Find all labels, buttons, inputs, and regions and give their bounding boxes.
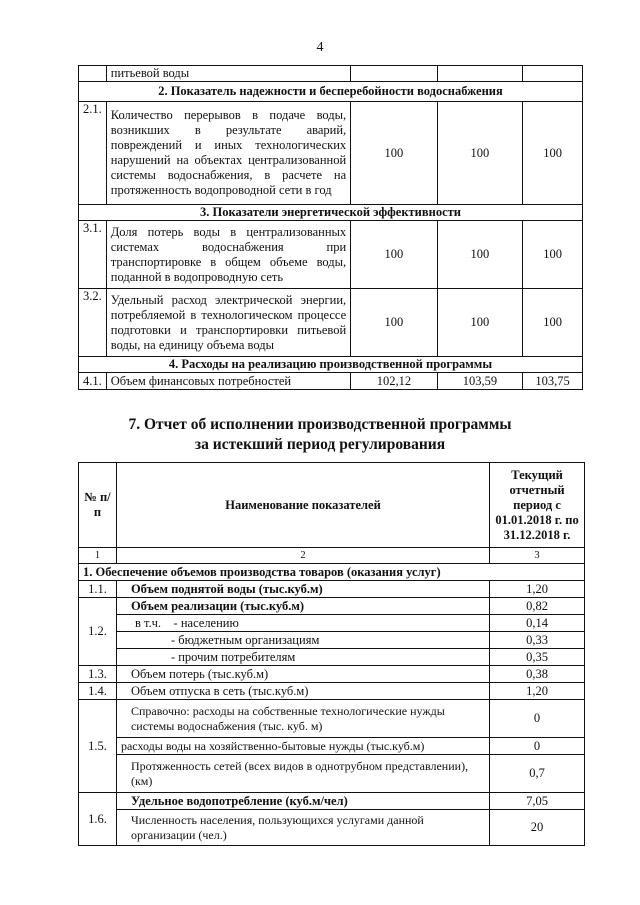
value-cell: 100: [351, 289, 438, 357]
table-row: [79, 598, 585, 615]
table-row: [79, 632, 585, 649]
row-text: Количество перерывов в подаче воды, возникших в результате аварий, повреждений и иных технологических нарушений на объектах централизованной системы водоснабжения, в расчете на протяженность водопроводной сети в год: [106, 102, 350, 205]
report-title-line1: 7. Отчет об исполнении производственной программы: [128, 416, 512, 433]
page-number: 4: [316, 40, 324, 55]
header-row: [79, 463, 585, 548]
row-text: расходы воды на хозяйственно-бытовые нужды (тыс.куб.м): [116, 738, 489, 755]
row-text: Объем потерь (тыс.куб.м): [116, 666, 489, 683]
value-cell: 0,35: [490, 649, 585, 666]
table-row: [79, 755, 585, 793]
table-row: [79, 581, 585, 598]
section-title: 4. Расходы на реализацию производственной программы: [79, 357, 583, 373]
row-number: 3.1.: [79, 221, 107, 289]
row-text: Объем поднятой воды (тыс.куб.м): [116, 581, 489, 598]
row-text: Протяженность сетей (всех видов в однотрубном представлении), (км): [116, 755, 489, 793]
report-table: [78, 462, 585, 846]
table-row: [79, 615, 585, 632]
section-row: [79, 357, 583, 373]
value-cell: 100: [523, 221, 583, 289]
row-text: - бюджетным организациям: [116, 632, 489, 649]
row-number: 1.6.: [79, 793, 117, 846]
value-cell: 103,75: [523, 373, 583, 390]
value-cell: 0: [490, 700, 585, 738]
column-index-row: [79, 548, 585, 564]
table-row: [79, 373, 583, 390]
section-title: 2. Показатель надежности и бесперебойности водоснабжения: [79, 82, 583, 102]
row-number: 1.4.: [79, 683, 117, 700]
table-row: [79, 810, 585, 846]
row-text: [116, 615, 489, 632]
row-number: 4.1.: [79, 373, 107, 390]
table-row: [79, 289, 583, 357]
section-title: 3. Показатели энергетической эффективности: [79, 205, 583, 221]
row-text: - прочим потребителям: [116, 649, 489, 666]
value-cell: 20: [490, 810, 585, 846]
table-row: [79, 221, 583, 289]
row-number: 1.1.: [79, 581, 117, 598]
value-cell: 103,59: [437, 373, 523, 390]
row-text: Численность населения, пользующихся услугами данной организации (чел.): [116, 810, 489, 846]
value-cell: 0,33: [490, 632, 585, 649]
value-cell: 1,20: [490, 683, 585, 700]
row-text: Объем реализации (тыс.куб.м): [116, 598, 489, 615]
row-text: Объем финансовых потребностей: [106, 373, 350, 390]
table-row: [79, 66, 583, 82]
value-cell: 102,12: [351, 373, 438, 390]
table-row: [79, 793, 585, 810]
targets-table: [78, 65, 583, 390]
value-cell: 1,20: [490, 581, 585, 598]
value-cell: 100: [351, 221, 438, 289]
value-cell: 100: [523, 289, 583, 357]
row-number: 2.1.: [79, 102, 107, 205]
value-cell: 0,82: [490, 598, 585, 615]
value-cell: 100: [437, 289, 523, 357]
row-number: 1.3.: [79, 666, 117, 683]
row-text: питьевой воды: [106, 66, 350, 82]
table-row: [79, 649, 585, 666]
value-cell: 0: [490, 738, 585, 755]
row-text: Доля потерь воды в централизованных системах водоснабжения при транспортировке в общем объеме воды, поданной в водопроводную сеть: [106, 221, 350, 289]
value-cell: 100: [437, 102, 523, 205]
value-cell: 100: [523, 102, 583, 205]
report-title: [0, 415, 640, 455]
table-row: [79, 738, 585, 755]
column-index: 2: [116, 548, 489, 564]
header-name: Наименование показателей: [116, 463, 489, 548]
report-title-line2: за истекший период регулирования: [194, 436, 446, 453]
row-text: Объем отпуска в сеть (тыс.куб.м): [116, 683, 489, 700]
value-cell: 7,05: [490, 793, 585, 810]
column-index: 3: [490, 548, 585, 564]
row-number: 3.2.: [79, 289, 107, 357]
table-row: [79, 666, 585, 683]
value-cell: 0,38: [490, 666, 585, 683]
value-cell: 100: [437, 221, 523, 289]
row-number: 1.5.: [79, 700, 117, 793]
value-cell: 0,14: [490, 615, 585, 632]
section-row: [79, 205, 583, 221]
row-text: Удельное водопотребление (куб.м/чел): [116, 793, 489, 810]
column-index: 1: [79, 548, 117, 564]
row-subtext: - населению: [173, 615, 239, 630]
table-row: [79, 683, 585, 700]
section-title: 1. Обеспечение объемов производства товаров (оказания услуг): [79, 564, 585, 581]
row-text: Справочно: расходы на собственные технологические нужды системы водоснабжения (тыс. куб. м): [116, 700, 489, 738]
value-cell: 0,7: [490, 755, 585, 793]
section-row: [79, 564, 585, 581]
row-number: 1.2.: [79, 598, 117, 666]
header-number: № п/п: [79, 463, 117, 548]
table-row: [79, 700, 585, 738]
section-row: [79, 82, 583, 102]
header-period: Текущий отчетный период с 01.01.2018 г. по 31.12.2018 г.: [490, 463, 585, 548]
row-text: Удельный расход электрической энергии, потребляемой в технологическом процессе подготовки и транспортировки питьевой воды, на единицу объема воды: [106, 289, 350, 357]
table-row: [79, 102, 583, 205]
row-prefix: в т.ч.: [134, 615, 162, 630]
value-cell: 100: [351, 102, 438, 205]
